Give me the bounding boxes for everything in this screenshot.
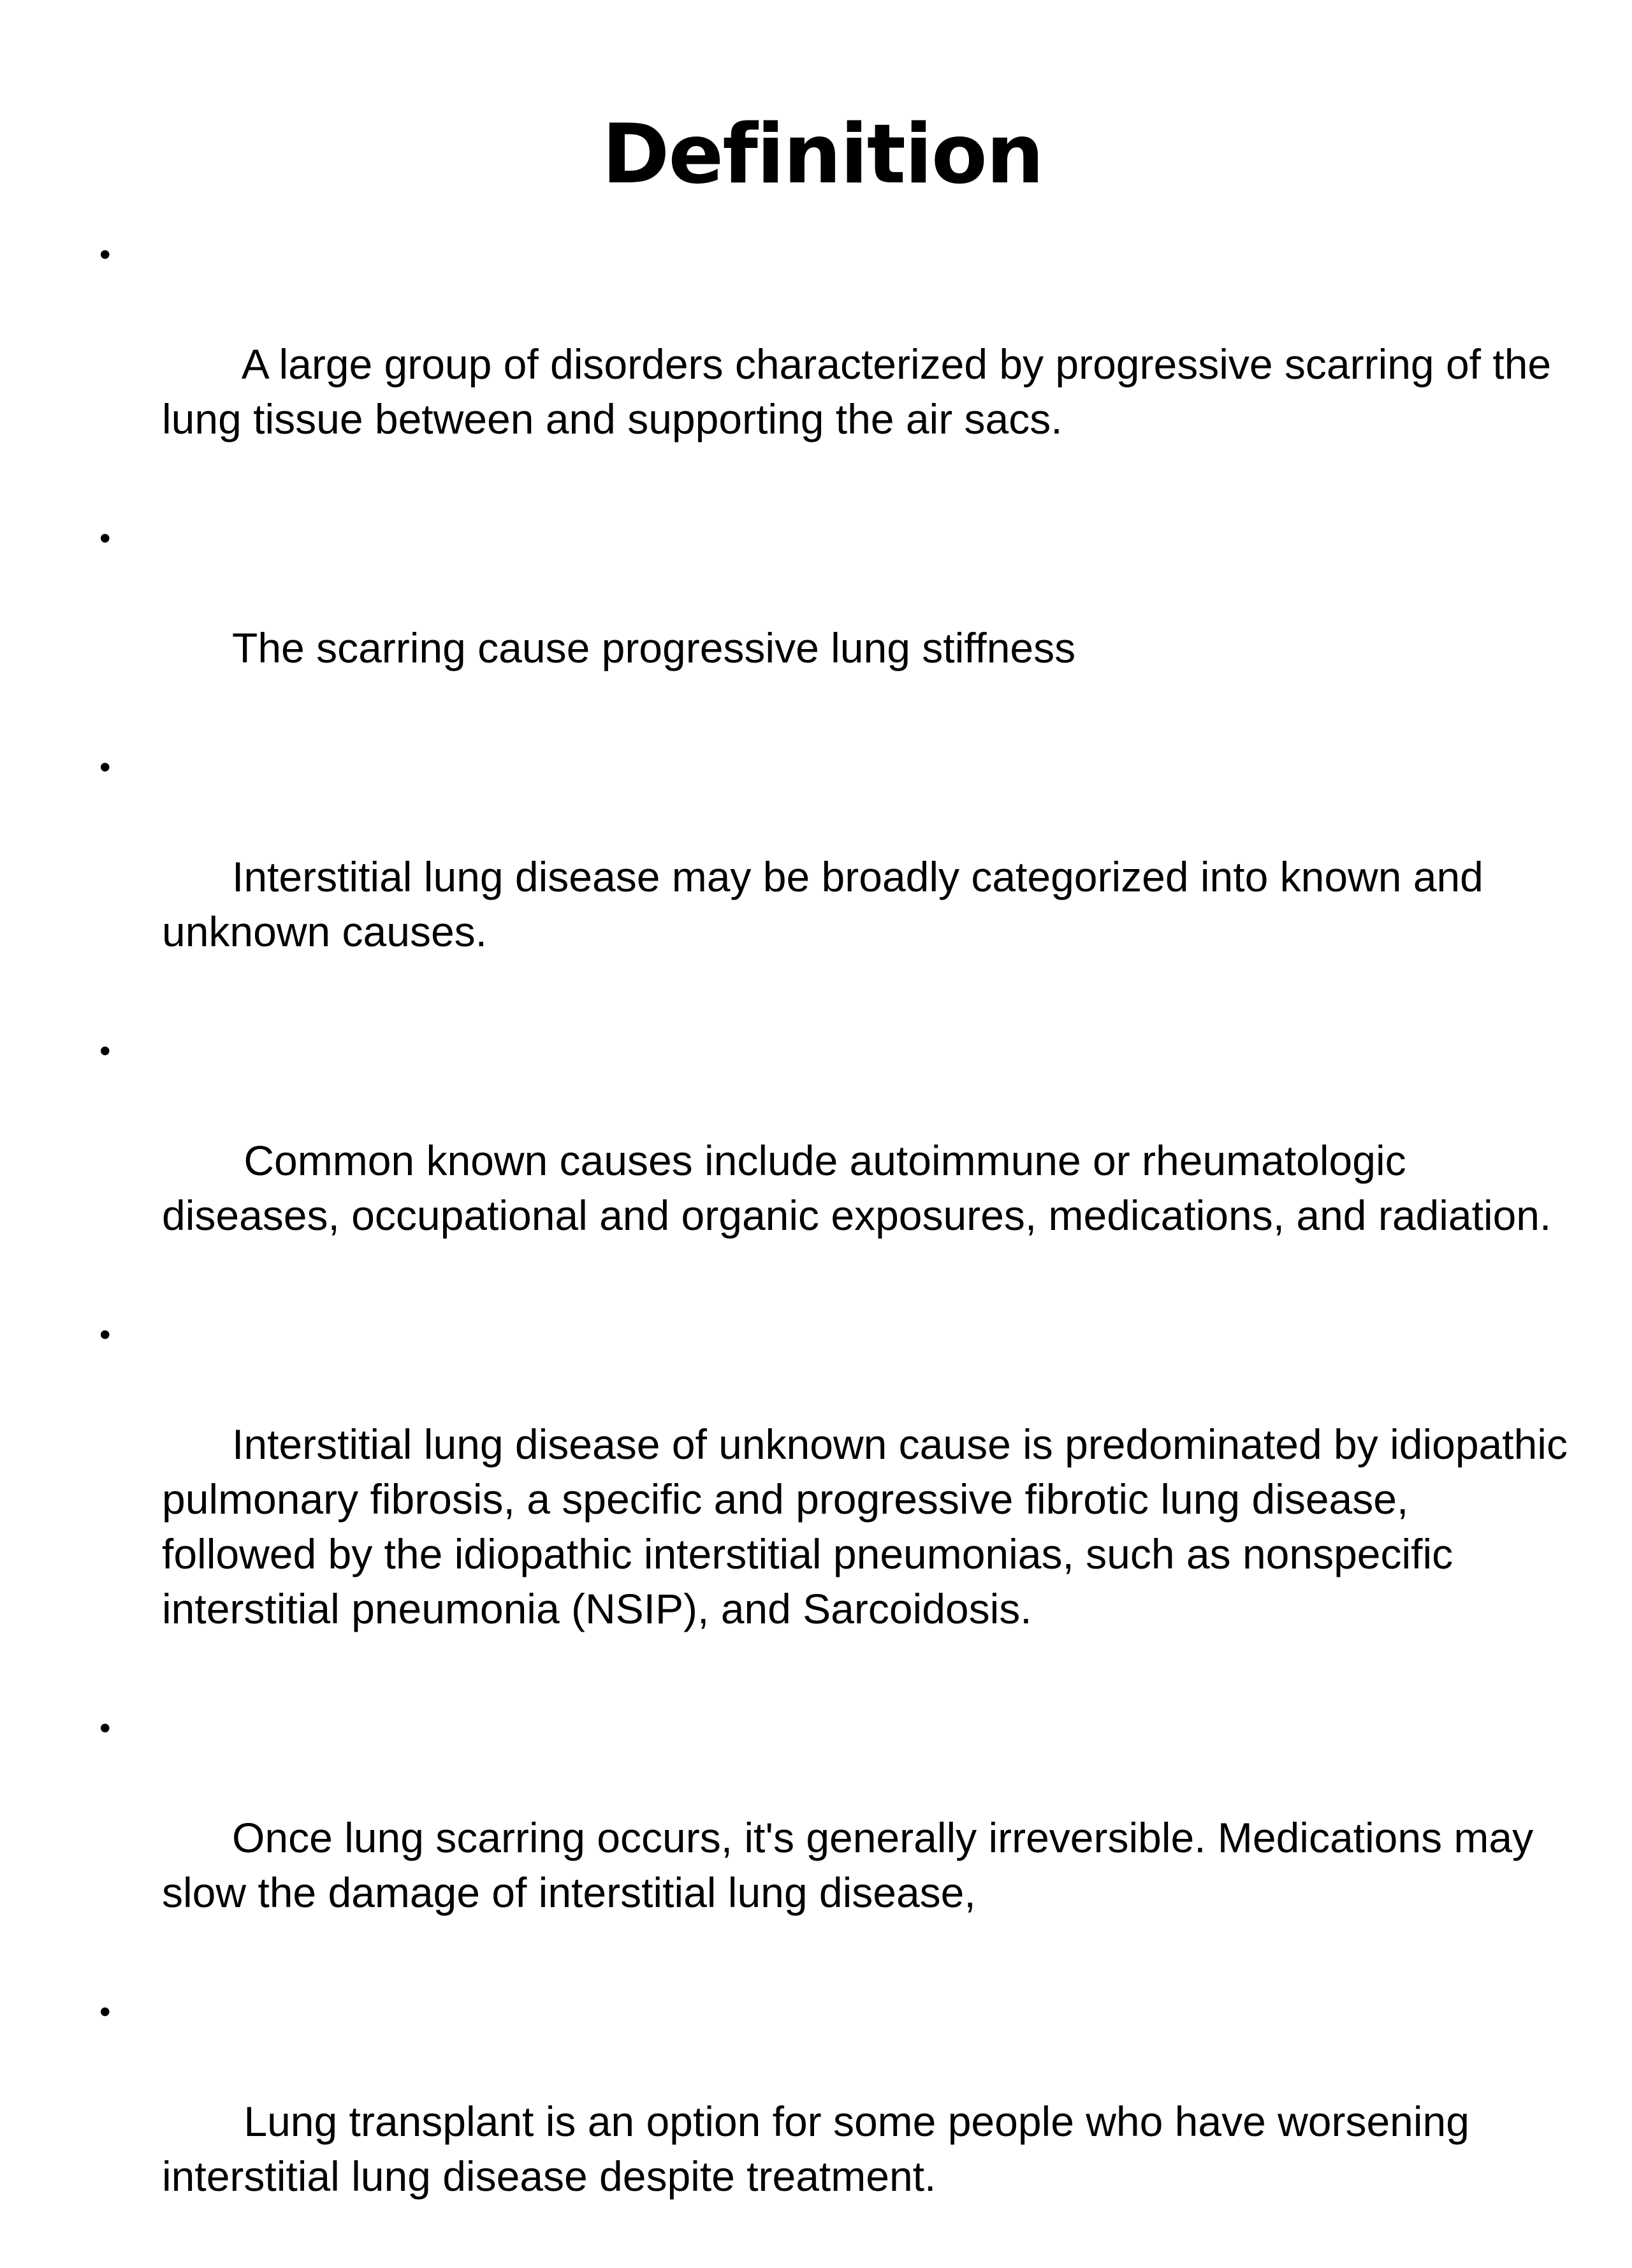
- bullet-text: Once lung scarring occurs, it's generally irreversible. Medications may slow the damage of interstitial lung disease,: [162, 1814, 1545, 1916]
- bullet-dot-icon: •: [99, 749, 111, 785]
- bullet-text: Interstitial lung disease of unknown cause is predominated by idiopathic pulmonary fibrosis, a specific and progressive fibrotic lung disease, followed by the idiopathic interstitial pneumonias, such as nonspecific interstitial pneumonia (NSIP), and Sarcoidosis.: [162, 1421, 1580, 1632]
- bullet-item: [96, 1984, 1568, 2258]
- bullet-item: [96, 1307, 1580, 1691]
- bullet-item: [96, 227, 1568, 501]
- bullet-item: [96, 511, 1568, 730]
- bullet-item: [96, 740, 1568, 1014]
- bullet-text: A large group of disorders characterized by progressive scarring of the lung tissue between and supporting the air sacs.: [162, 340, 1563, 443]
- bullet-item: [96, 1023, 1568, 1298]
- bullet-text: The scarring cause progressive lung stiffness: [232, 624, 1076, 671]
- bullet-dot-icon: •: [99, 1994, 111, 2030]
- bullet-dot-icon: •: [99, 1710, 111, 1746]
- bullet-dot-icon: •: [99, 1033, 111, 1069]
- bullet-dot-icon: •: [99, 1317, 111, 1352]
- bullet-item: [96, 1701, 1568, 1975]
- slide-title: Definition: [602, 107, 1043, 202]
- bullet-dot-icon: •: [99, 520, 111, 556]
- bullet-dot-icon: •: [99, 237, 111, 272]
- bullet-text: Interstitial lung disease may be broadly categorized into known and unknown causes.: [162, 853, 1496, 955]
- bullet-text: Lung transplant is an option for some people who have worsening interstitial lung disease despite treatment.: [162, 2098, 1482, 2200]
- bullet-list: [96, 227, 1580, 2268]
- bullet-text: Common known causes include autoimmune or rheumatologic diseases, occupational and organic exposures, medications, and radiation.: [162, 1137, 1552, 1239]
